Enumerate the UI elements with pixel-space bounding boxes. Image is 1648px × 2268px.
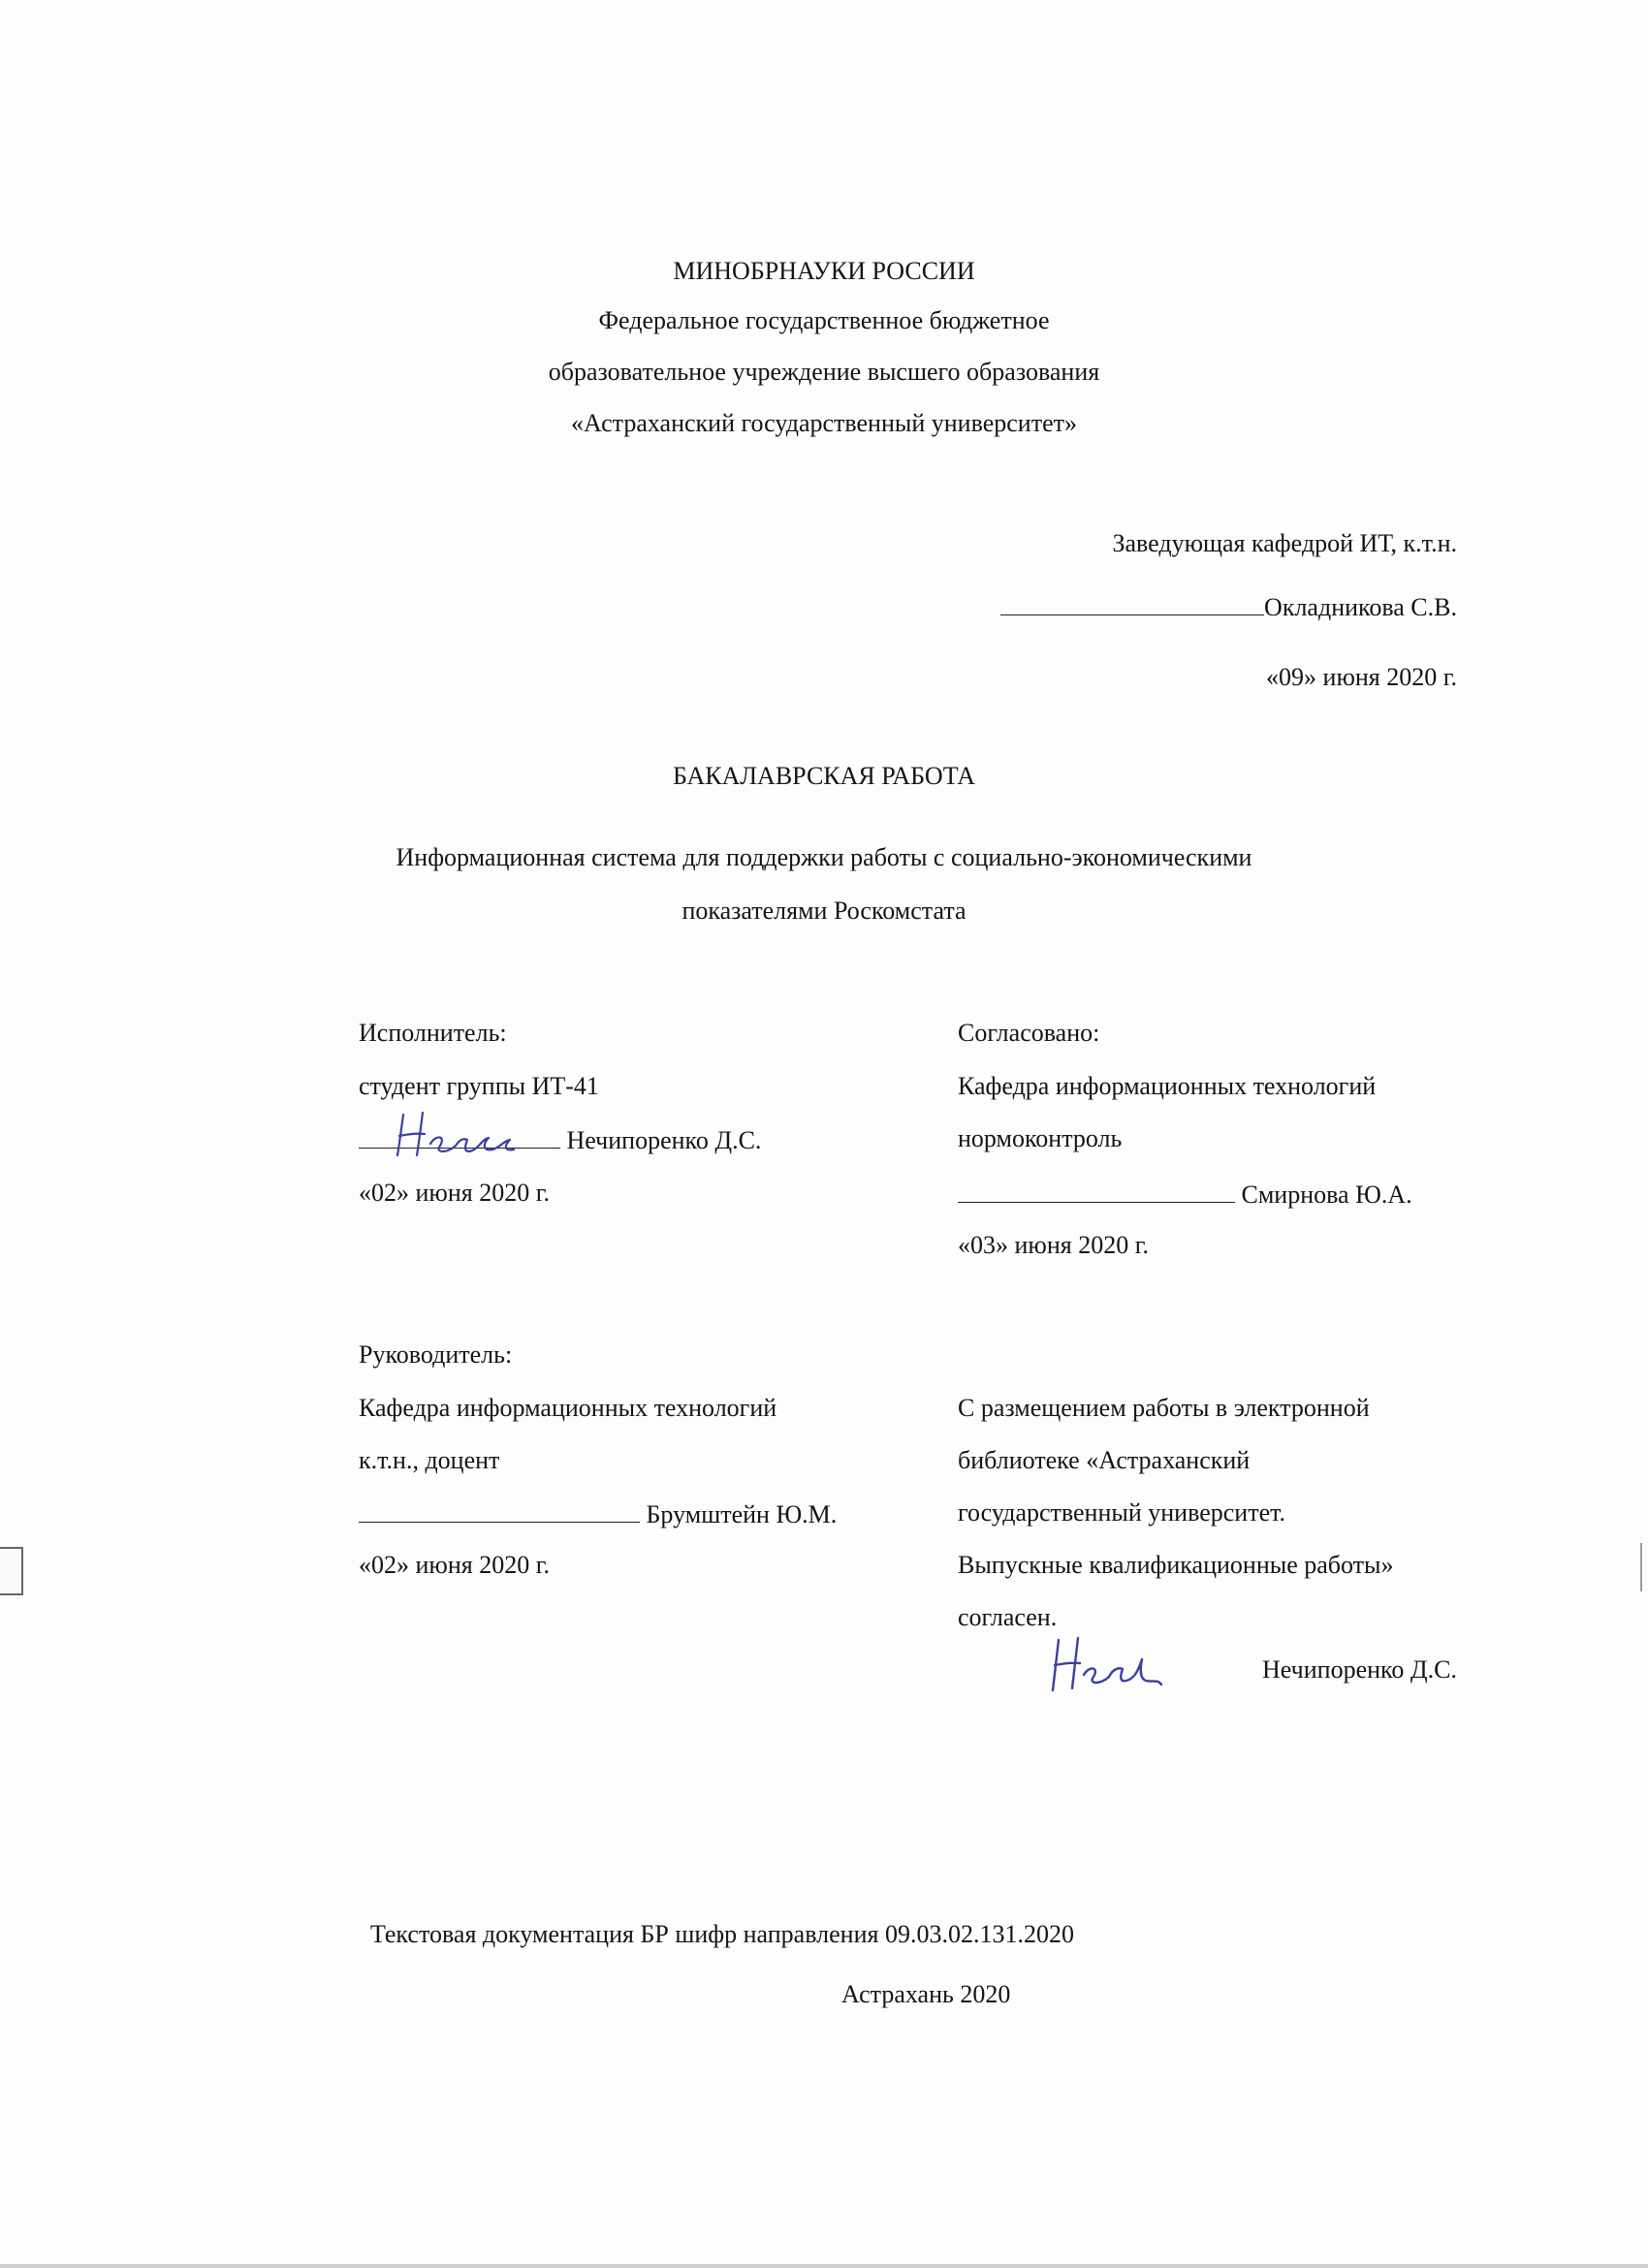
signature-blank — [958, 1181, 1235, 1203]
supervisor-signature-line — [359, 1500, 837, 1528]
institution-line-2: образовательное учреждение высшего образования — [548, 358, 1100, 386]
supervisor-heading: Руководитель: — [359, 1340, 513, 1369]
institution-line-1: Федеральное государственное бюджетное — [598, 306, 1050, 334]
executor-role: студент группы ИТ-41 — [359, 1072, 599, 1100]
consent-name: Нечипоренко Д.С. — [1262, 1655, 1457, 1684]
signature-blank — [359, 1500, 640, 1523]
consent-handwritten-signature — [1045, 1630, 1171, 1698]
consent-line-3: государственный университет. — [958, 1498, 1286, 1527]
agreed-name: Смирнова Ю.А. — [1241, 1181, 1412, 1209]
work-title-line-1: Информационная система для поддержки работы с социально-экономическими — [396, 843, 1252, 871]
consent-line-4: Выпускные квалификационные работы» — [958, 1551, 1394, 1579]
supervisor-date: «02» июня 2020 г. — [359, 1551, 550, 1579]
approval-name: Окладникова С.В. — [1264, 593, 1457, 621]
work-title-line-2: показателями Роскомстата — [681, 897, 967, 925]
consent-line-2: библиотеке «Астраханский — [958, 1446, 1251, 1474]
supervisor-department: Кафедра информационных технологий — [359, 1394, 777, 1422]
document-code: Текстовая документация БР шифр направления 09.03.02.131.2020 — [370, 1920, 1074, 1948]
scan-edge-mark — [0, 1547, 23, 1595]
agreed-role: нормоконтроль — [958, 1124, 1123, 1152]
scan-bottom-edge — [0, 2264, 1648, 2268]
agreed-date: «03» июня 2020 г. — [958, 1231, 1149, 1259]
consent-line-5: согласен. — [958, 1603, 1058, 1631]
institution-line-3: «Астраханский государственный университет» — [571, 409, 1077, 437]
supervisor-title: к.т.н., доцент — [359, 1446, 500, 1474]
consent-line-1: С размещением работы в электронной — [958, 1394, 1370, 1422]
agreed-department: Кафедра информационных технологий — [958, 1072, 1377, 1100]
approval-date: «09» июня 2020 г. — [1266, 663, 1457, 691]
executor-date: «02» июня 2020 г. — [359, 1179, 550, 1207]
agreed-signature-line — [958, 1181, 1412, 1208]
approval-position: Заведующая кафедрой ИТ, к.т.н. — [1112, 529, 1457, 557]
approval-signature-line — [1000, 593, 1457, 620]
executor-name: Нечипоренко Д.С. — [566, 1126, 762, 1154]
supervisor-name: Брумштейн Ю.М. — [646, 1500, 838, 1528]
city-year: Астрахань 2020 — [841, 1980, 1011, 2008]
work-type: БАКАЛАВРСКАЯ РАБОТА — [672, 762, 976, 790]
ministry-name: МИНОБРНАУКИ РОССИИ — [673, 257, 975, 285]
executor-handwritten-signature — [386, 1105, 551, 1163]
scan-edge-mark-right — [1640, 1543, 1648, 1591]
signature-blank — [1000, 593, 1264, 615]
agreed-heading: Согласовано: — [958, 1019, 1100, 1047]
executor-heading: Исполнитель: — [359, 1019, 507, 1047]
